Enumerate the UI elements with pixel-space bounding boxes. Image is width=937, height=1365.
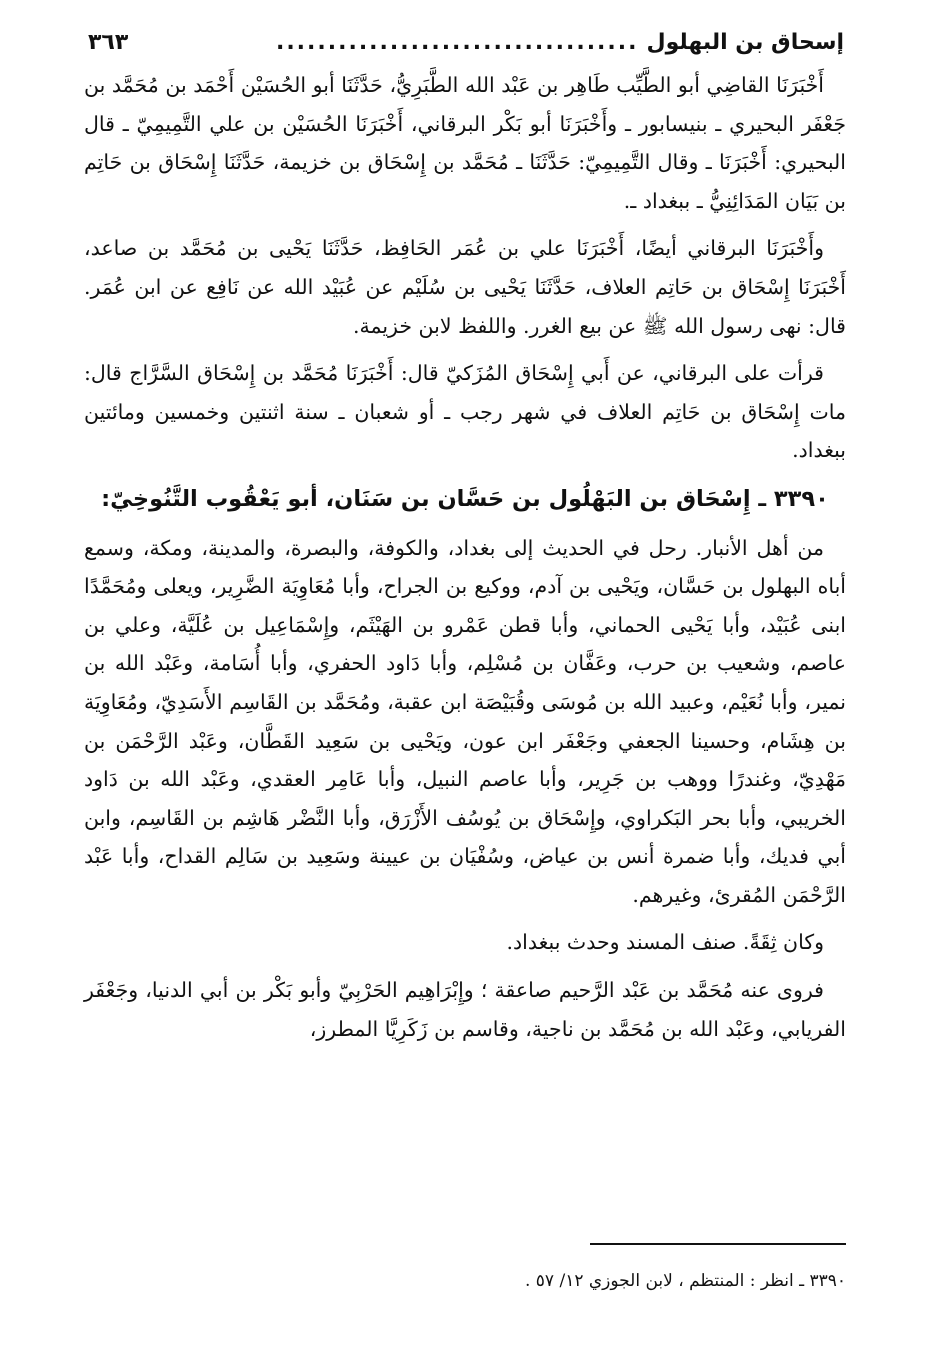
footnote-divider <box>590 1243 846 1245</box>
dot-leader: ................................... <box>275 30 639 55</box>
main-text <box>84 66 846 1057</box>
entry-paragraph-teachers: من أهل الأنبار. رحل في الحديث إلى بغداد، والكوفة، والبصرة، والمدينة، ومكة، وسمع أباه البهلول بن حَسَّان، ويَحْيى بن آدم، ووكيع بن الجراح، وأبا مُعَاوِيَة الضَّرِير، ويعلى ومُحَمَّدًا ابنى عُبَيْد، وأبا يَحْيى الحماني، وأبا قطن عَمْرو بن الهَيْثَم، وإِسْمَاعِيل بن عُلَيَّة، وعلي بن عاصم، وشعيب بن حرب، وعَفَّان بن مُسْلِم، وأبا دَاود الحفري، وأبا أُسَامة، وعَبْد الله بن نمير، وأبا نُعَيْم، وعبيد الله بن مُوسَى وقُبَيْصَة ابن عقبة، ومُحَمَّد بن القَاسِم الأَسَدِيّ، ومُعَاوِيَة بن هِشَام، وحسينا الجعفي وجَعْفَر ابن عون، ويَحْيى بن سَعِيد القَطَّان، وعَبْد الرَّحْمَن بن مَهْدِيّ، وغندرًا ووهب بن جَرِير، وأبا عاصم النبيل، وأبا عَامِر العقدي، وعَبْد الله بن دَاود الخريبي، وأبا بحر البَكراوي، وإِسْحَاق بن يُوسُف الأَزْرَق، وأبا النَّضْر هَاشِم بن القَاسِم، وابن أبي فديك، وأبا ضمرة أنس بن عياض، وسُفْيَان بن عيينة وسَعِيد بن سَالِم القداح، وأبا عَبْد الرَّحْمَن المُقرئ، وغيرهم. <box>84 535 846 907</box>
running-header <box>88 30 844 66</box>
paragraph-death-note: قرأت على البرقاني، عن أَبي إِسْحَاق المُزَكيّ قال: أَخْبَرَنَا مُحَمَّد بن إِسْحَاق السَّرَّاج قال: مات إِسْحَاق بن حَاتِم العلاف في شهر رجب ـ أو شعبان ـ سنة اثنتين وخمسين ومائتين ببغداد. <box>84 361 846 463</box>
entry-paragraph-reliability: وكان ثِقَةً. صنف المسند وحدث ببغداد. <box>506 930 824 955</box>
page-number: ٣٦٣ <box>88 30 129 55</box>
entry-heading: ٣٣٩٠ ـ إِسْحَاق بن البَهْلُول بن حَسَّان بن سَنَان، أبو يَعْقُوب التَّنُوخِيّ: <box>101 485 829 512</box>
running-title: إسحاق بن البهلول <box>646 30 844 55</box>
paragraph-isnad-2: وأَخْبَرَنَا البرقاني أيضًا، أَخْبَرَنَا علي بن عُمَر الحَافِظ، حَدَّثَنَا يَحْيى بن مُحَمَّد بن صاعد، أَخْبَرَنَا إِسْحَاق بن حَاتِم العلاف، حَدَّثَنَا يَحْيى بن سُلَيْم عن عُبَيْد الله عن نَافِع عن ابن عُمَر. قال: نهى رسول الله ﷺ عن بيع الغرر. واللفظ لابن خزيمة. <box>84 236 846 338</box>
footnote: ٣٣٩٠ ـ انظر : المنتظم ، لابن الجوزي ١٢/ ٥٧ . <box>524 1271 846 1291</box>
paragraph-isnad-1: أَخْبَرَنَا القاضِي أبو الطَّيِّب طَاهِر بن عَبْد الله الطَّبَرِيُّ، حَدَّثَنَا أبو الحُسَيْن أَحْمَد بن مُحَمَّد بن جَعْفَر البحيري ـ بنيسابور ـ وأَخْبَرَنَا أبو بَكْر البرقاني، أَخْبَرَنَا الحُسَيْن بن علي التَّمِيمِيّ ـ قال البحيري: أَخْبَرَنَا ـ وقال التَّمِيمِيّ: حَدَّثَنَا ـ مُحَمَّد بن إِسْحَاق بن خزيمة، حَدَّثَنَا إِسْحَاق بن حَاتِم بن بَيَان المَدَائِنِيُّ ـ ببغداد ـ. <box>84 73 846 213</box>
entry-paragraph-students: فروى عنه مُحَمَّد بن عَبْد الرَّحيم صاعقة ؛ وإِبْرَاهِيم الحَرْبِيّ وأبو بَكْر بن أبي الدنيا، وجَعْفَر الفريابي، وعَبْد الله بن مُحَمَّد بن ناجية، وقاسم بن زَكَرِيَّا المطرز، <box>84 978 846 1041</box>
